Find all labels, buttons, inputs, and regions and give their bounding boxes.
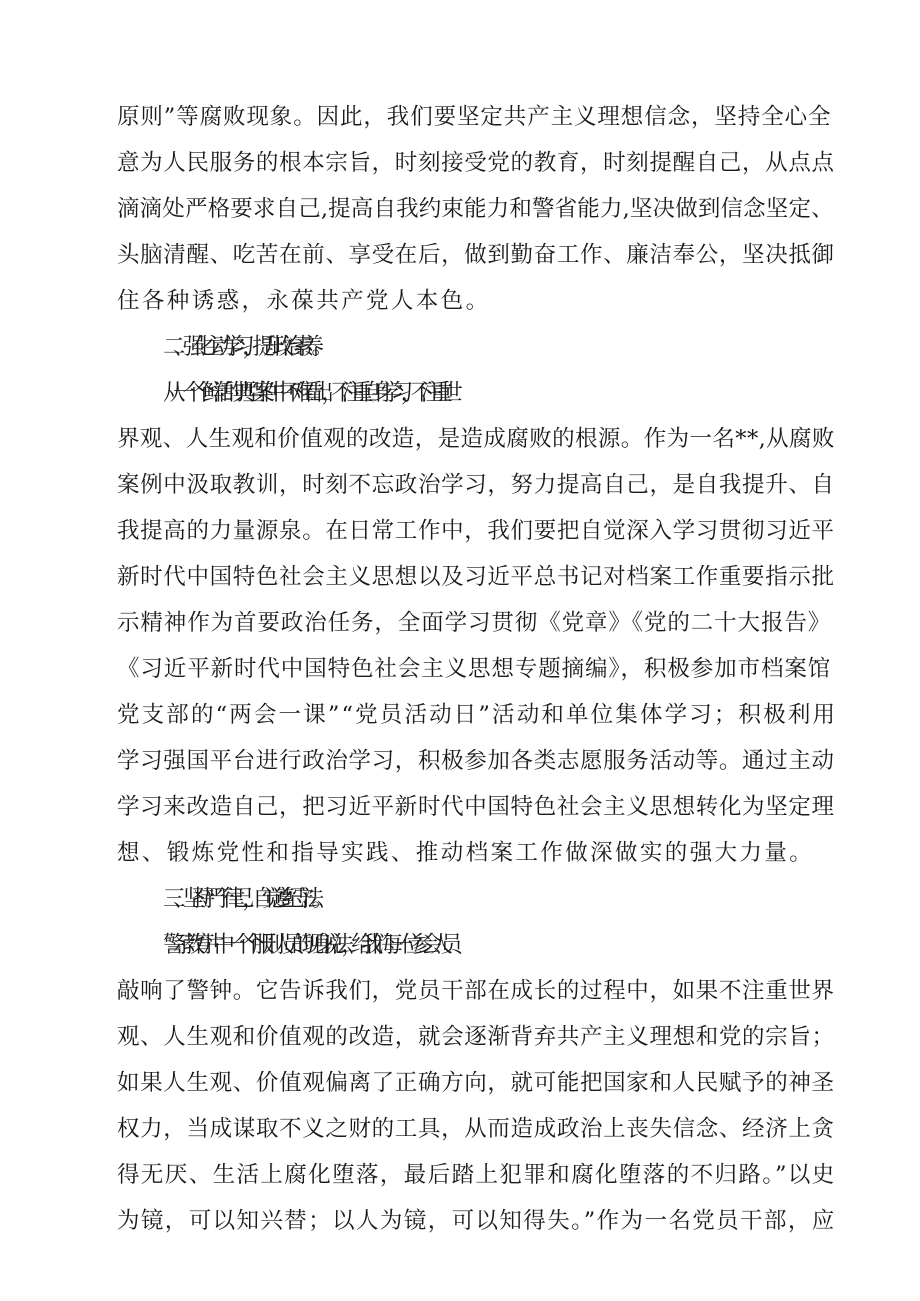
text-line: 观、人生观和价值观的改造，就会逐渐背弃共产主义理想和党的宗旨；: [117, 1024, 835, 1050]
text-line: 警示教育片中一个个服刑人员的现身说法，给我们每一位参会人员: [163, 932, 451, 958]
text-line: 住各种诱惑，永葆共产党人本色。: [117, 288, 491, 314]
text-line: 党支部的“两会一课”“党员活动日”活动和单位集体学习；积极利用: [117, 702, 838, 728]
text-line: 从一个个鲜活的典型案件中不难看出，不注重自身学习，不注重世: [163, 380, 451, 406]
text-line: 学习强国平台进行政治学习，积极参加各类志愿服务活动等。通过主动: [117, 748, 835, 774]
text-line: 我提高的力量源泉。在日常工作中，我们要把自觉深入学习贯彻习近平: [117, 518, 835, 544]
text-line: 界观、人生观和价值观的改造，是造成腐败的根源。作为一名**,从腐败: [117, 426, 835, 452]
text-line: 案例中汲取教训，时刻不忘政治学习，努力提高自己，是自我提升、自: [117, 472, 835, 498]
text-line: 滴滴处严格要求自己,提高自我约束能力和警省能力,坚决做到信念坚定、: [117, 196, 834, 222]
text-line: 想、锻炼党性和指导实践、推动档案工作做深做实的强大力量。: [117, 840, 815, 866]
text-line: 新时代中国特色社会主义思想以及习近平总书记对档案工作重要指示批: [117, 564, 835, 590]
text-line: 示精神作为首要政治任务，全面学习贯彻《党章》《党的二十大报告》: [117, 610, 832, 636]
section-heading: 三、坚持严于律己，自觉遵纪守法。: [163, 886, 322, 912]
section-heading: 二、强化主动学习，提升政治素养。: [163, 334, 322, 360]
text-line: 头脑清醒、吃苦在前、享受在后，做到勤奋工作、廉洁奉公，坚决抵御: [117, 242, 835, 268]
text-line: 权力，当成谋取不义之财的工具，从而造成政治上丧失信念、经济上贪: [117, 1116, 835, 1142]
text-line: 得无厌、生活上腐化堕落，最后踏上犯罪和腐化堕落的不归路。”以史: [117, 1162, 836, 1188]
text-line: 原则”等腐败现象。因此，我们要坚定共产主义理想信念，坚持全心全: [117, 104, 832, 130]
text-line: 《习近平新时代中国特色社会主义思想专题摘编》，积极参加市档案馆: [117, 656, 832, 682]
text-line: 为镜，可以知兴替；以人为镜，可以知得失。”作为一名党员干部，应: [117, 1208, 836, 1234]
text-line: 敲响了警钟。它告诉我们，党员干部在成长的过程中，如果不注重世界: [117, 978, 835, 1004]
text-line: 学习来改造自己，把习近平新时代中国特色社会主义思想转化为坚定理: [117, 794, 835, 820]
text-line: 意为人民服务的根本宗旨，时刻接受党的教育，时刻提醒自己，从点点: [117, 150, 835, 176]
text-line: 如果人生观、价值观偏离了正确方向，就可能把国家和人民赋予的神圣: [117, 1070, 835, 1096]
